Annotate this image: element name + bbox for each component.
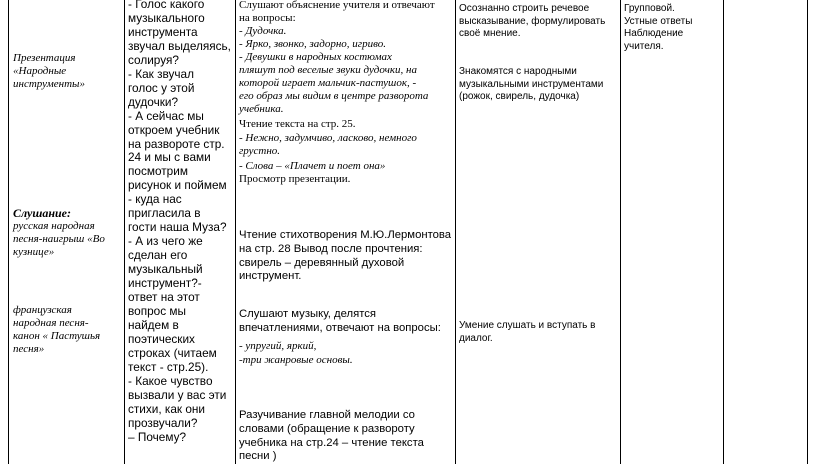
outcome-block-1: Осознанно строить речевое высказывание, формулировать своё мнение.: [459, 3, 606, 40]
lesson-table: [8, 0, 808, 464]
poem-reading-block: Чтение стихотворения М.Ю.Лермонтова на стр. 28 Вывод после прочтения: свирель – деревянный духовой инструмент.: [239, 229, 452, 283]
column-student-activity: [235, 0, 455, 464]
student-block-1: Слушают объяснение учителя и отвечают на вопросы: - Дудочка. - Ярко, звонко, задорно, игриво. - Девушки в народных костюмах пляшут под веселые звуки дудочки, на которой играет мальчик-пастушок, - его образ мы видим в центре разворота учебника. Чтение текста на стр. 25. - Нежно, задумчиво, ласково, немного грустно. - Слова – «Плачет и поет она» Просмотр презентации.: [239, 0, 435, 185]
outcome-block-3: Умение слушать и вступать в диалог.: [459, 320, 596, 344]
column-empty: [723, 0, 809, 464]
listening-answers: - упругий, яркий, -три жанровые основы.: [239, 340, 353, 366]
outcome-block-2: Знакомятся с народными музыкальными инструментами (рожок, свирель, дудочка): [459, 66, 604, 103]
french-song-note: французская народная песня- канон « Пастушья песня»: [13, 304, 101, 355]
teacher-questions: - Голос какого музыкального инструмента звучал выделяясь, солируя? - Как звучал голос у этой дудочки? - А сейчас мы откроем учебник на развороте стр. 24 и мы с вами посмотрим рисунок и поймем - куда нас пригласила в гости наша Муза? - А из чего же сделан его музыкальный инструмент?- ответ на этот вопрос мы найдем в поэтических строках (читаем текст - стр.25). - Какое чувство вызвали у вас эти стихи, как они прозвучали? – Почему?: [128, 0, 231, 444]
presentation-note: Презентация «Народные инструменты»: [13, 52, 85, 90]
column-assessment: [620, 0, 723, 464]
assessment-text: Групповой. Устные ответы Наблюдение учителя.: [624, 3, 693, 52]
column-stage: [9, 0, 124, 464]
listening-block: Слушают музыку, делятся впечатлениями, отвечают на вопросы:: [239, 308, 441, 334]
column-outcomes: [455, 0, 620, 464]
column-teacher-activity: [124, 0, 235, 464]
learning-block: Разучивание главной мелодии со словами (обращение к развороту учебника на стр.24 – чтение текста песни ): [239, 409, 424, 463]
listening-note: Слушание: русская народная песня-наигрыш «Во кузнице»: [13, 206, 105, 258]
